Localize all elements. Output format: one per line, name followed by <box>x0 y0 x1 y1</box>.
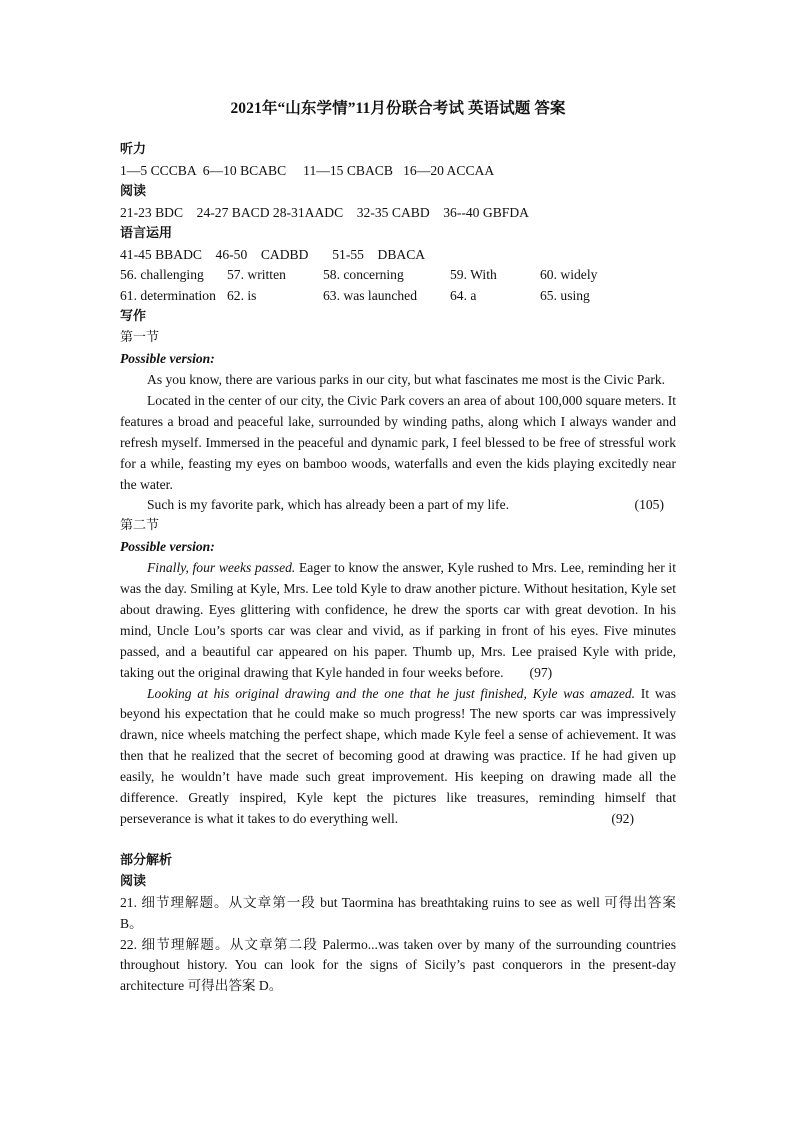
explanation-22: 22. 细节理解题。从文章第二段 Palermo...was taken over by many of the surrounding countries throughout history. You can look for the signs of Sicily’s past conquerors in the present-day architecture 可得出答案 D。 <box>120 936 676 994</box>
analysis-header: 部分解析 <box>120 852 173 868</box>
section-1-label: 第一节 <box>120 330 160 346</box>
listening-header: 听力 <box>120 142 147 157</box>
language-use-mc-answers: 41-45 BBADC 46-50 CADBD 51-55 DBACA <box>120 246 426 262</box>
paragraph-1-lead-sentence: Finally, four weeks passed. <box>147 560 296 576</box>
language-use-header: 语言运用 <box>120 225 173 241</box>
answer-sheet <box>120 96 676 997</box>
essay-1-paragraph-1: As you know, there are various parks in our city, but what fascinates me most is the Civic Park. <box>147 371 666 387</box>
reading-answers: 21-23 BDC 24-27 BACD 28-31AADC 32-35 CABD 36--40 GBFDA <box>120 204 529 220</box>
answer-64: 64. a <box>450 288 477 304</box>
explanation-21: 21. 细节理解题。从文章第一段 but Taormina has breathtaking ruins to see as well 可得出答案 B。 <box>120 894 676 931</box>
essay-2-paragraph-1 <box>120 558 676 683</box>
paragraph-2-body: It was beyond his expectation that he could make so much progress! The new sports car was impressively drawn, nice wheels matching the perfect shape, which made Kyle feel a sense of achievement. It was then that he realized that the secret of becoming good at drawing was practice. If he had given up easily, he wouldn’t have made such great improvement. His keeping on drawing made all the difference. Greatly inspired, Kyle kept the pictures like treasures, reminding himself that perseverance is what it takes to do everything well. <box>120 685 676 826</box>
listening-answers: 1—5 CCCBA 6—10 BCABC 11—15 CBACB 16—20 ACCAA <box>120 162 495 178</box>
section-2-possible-version: Possible version: <box>120 539 215 555</box>
essay-1-paragraph-2: Located in the center of our city, the Civic Park covers an area of about 100,000 square meters. It features a broad and peaceful lake, surrounded by winding paths, along which I always wander and refresh myself. Immersed in the peaceful and dynamic park, I feel blessed to be free of stressful work for a while, feasting my eyes on bamboo woods, waterfalls and even the kids playing excitedly near the water. <box>120 392 676 492</box>
cloze-answers-row-1 <box>120 265 676 286</box>
essay-1-paragraph-3 <box>120 495 676 516</box>
essay-2-paragraph-2 <box>120 684 676 830</box>
reading-header: 阅读 <box>120 183 147 199</box>
cloze-answers-row-2 <box>120 286 676 307</box>
page-title: 2021年“山东学情”11月份联合考试 英语试题 答案 <box>230 100 566 117</box>
spacer <box>120 830 676 851</box>
answer-58: 58. concerning <box>323 267 404 283</box>
answer-63: 63. was launched <box>323 288 417 304</box>
answer-61: 61. determination <box>120 288 216 304</box>
answer-65: 65. using <box>540 288 590 304</box>
word-count-essay-1: (105) <box>634 497 664 513</box>
paragraph-2-lead-sentence: Looking at his original drawing and the one that he just finished, Kyle was amazed. <box>147 685 636 701</box>
answer-56: 56. challenging <box>120 267 204 283</box>
section-2-label: 第二节 <box>120 518 160 534</box>
essay-1-closing-sentence: Such is my favorite park, which has already been a part of my life. <box>147 497 509 513</box>
word-count-paragraph-1: (97) <box>529 664 553 680</box>
analysis-reading-subheader: 阅读 <box>120 873 147 889</box>
writing-header: 写作 <box>120 309 147 325</box>
answer-59: 59. With <box>450 267 497 283</box>
answer-62: 62. is <box>227 288 257 304</box>
section-1-possible-version: Possible version: <box>120 351 215 367</box>
word-count-paragraph-2: (92) <box>611 811 634 826</box>
paragraph-1-body: Eager to know the answer, Kyle rushed to Mrs. Lee, reminding her it was the day. Smiling at Kyle, Mrs. Lee told Kyle to draw another picture. Without hesitation, Kyle set about drawing. Eyes glittering with confidence, he drew the sports car with great devotion. In his mind, Uncle Lou’s sports car was clear and vivid, as if parking in front of his eyes. Five minutes passed, and a beautiful car appeared on his paper. Thumb up, Mrs. Lee praised Kyle with pride, taking out the original drawing that Kyle handed in four weeks before. <box>120 560 676 680</box>
answer-60: 60. widely <box>540 267 598 283</box>
answer-57: 57. written <box>227 267 286 283</box>
